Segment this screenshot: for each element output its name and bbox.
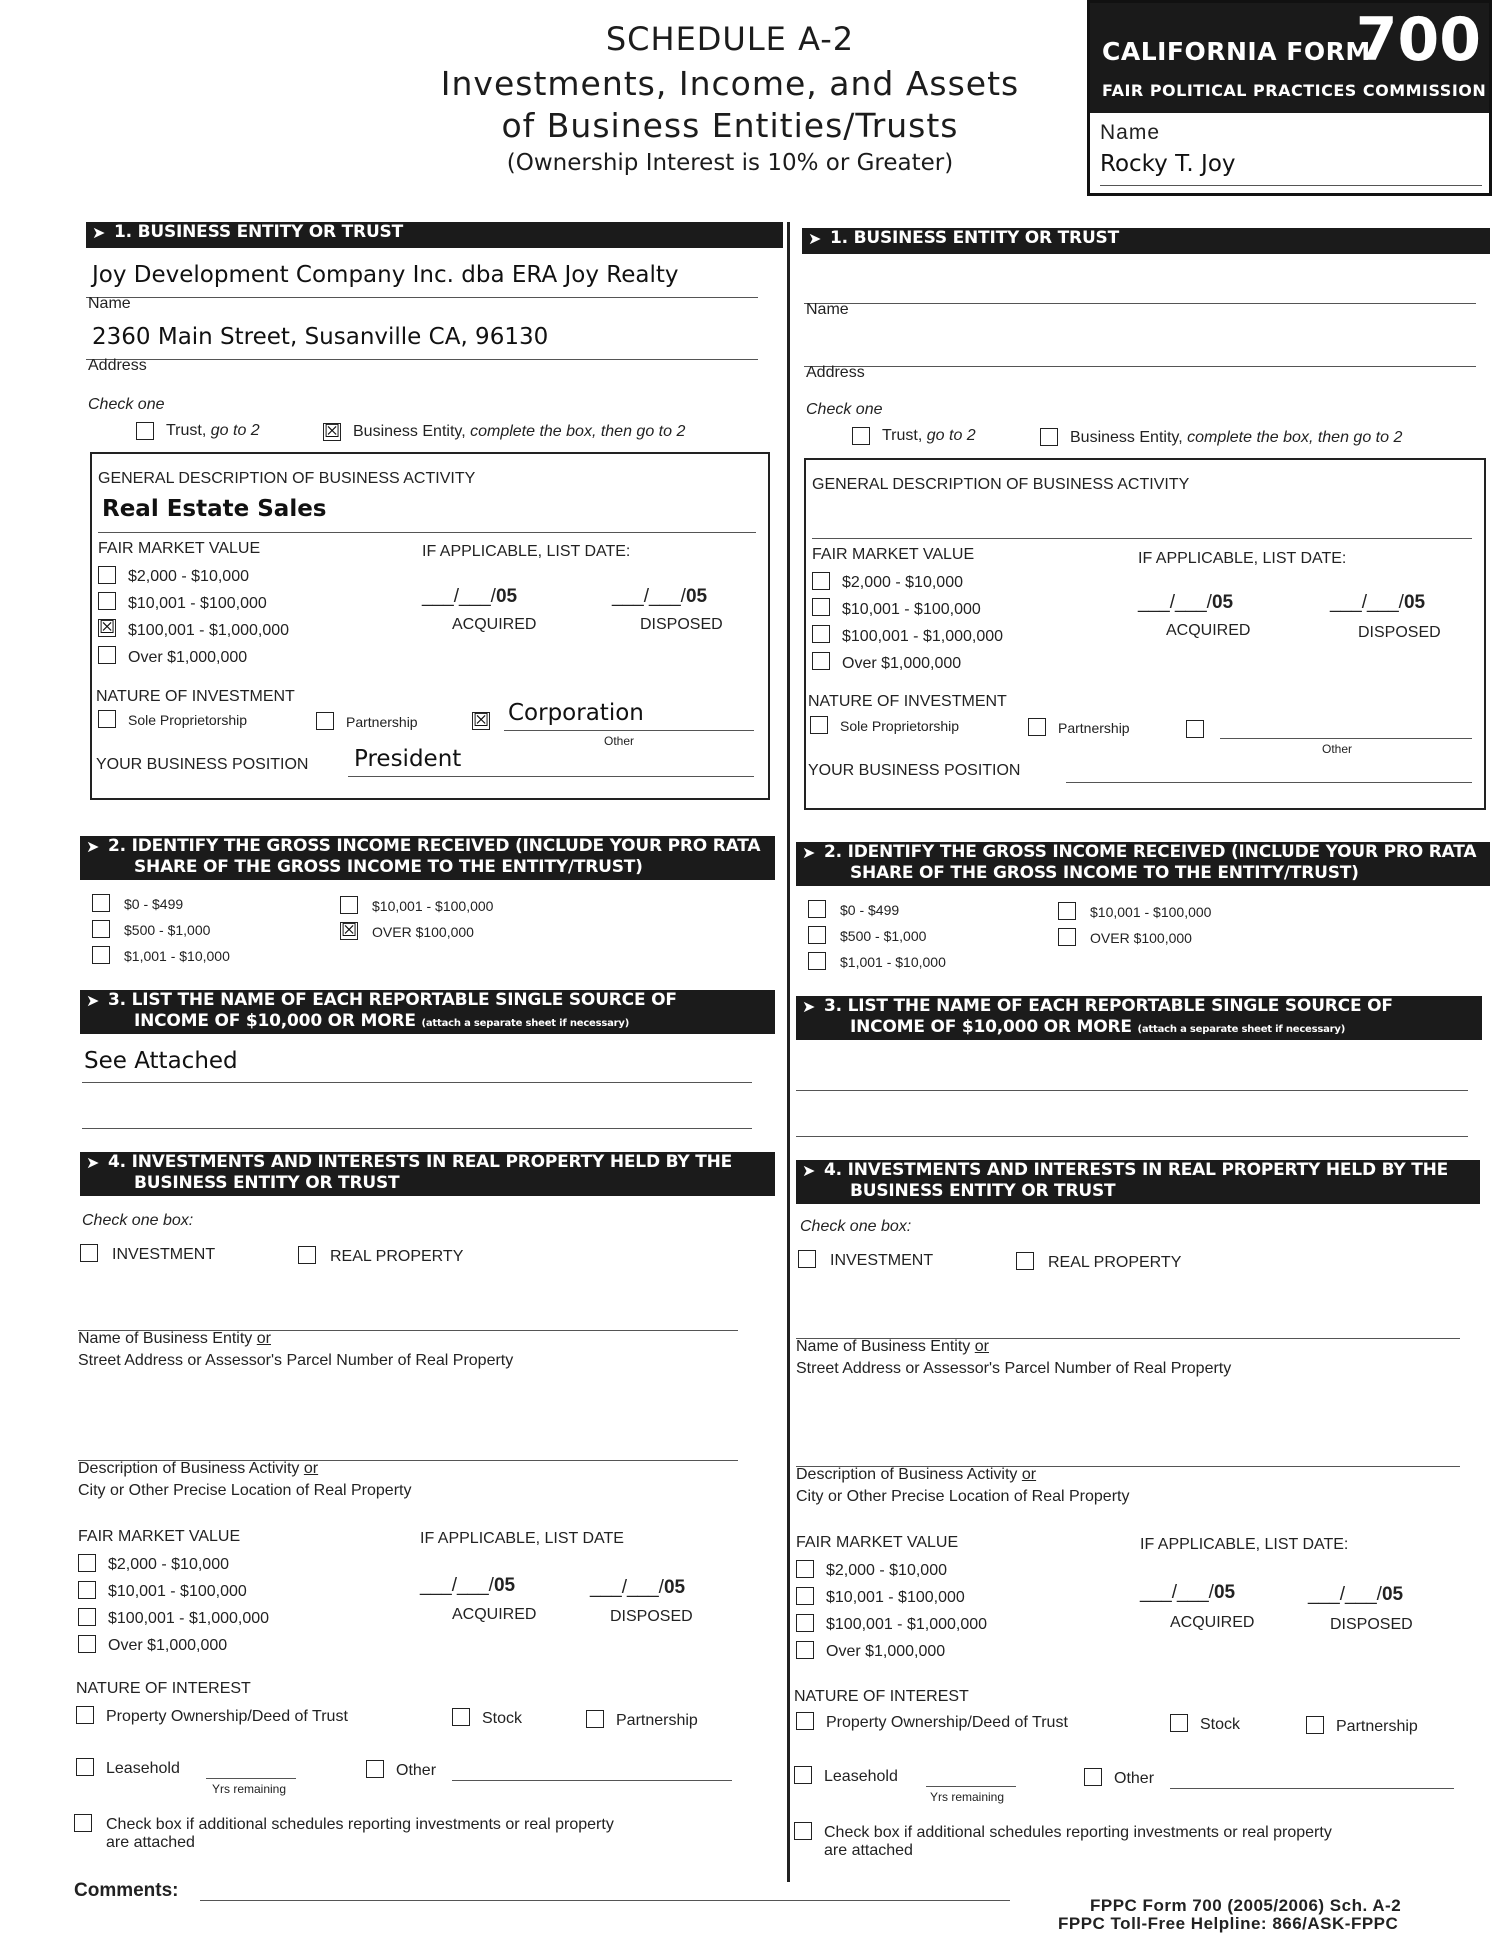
right-street-label: Street Address or Assessor's Parcel Number of Real Property (796, 1360, 1232, 1377)
right-trust-checkbox[interactable] (852, 427, 870, 445)
left-fmv3-label: $100,001 - $1,000,000 (128, 622, 290, 639)
left-fmv4-checkbox[interactable] (98, 646, 116, 664)
left-s4-disposed-date[interactable]: ___/___/05 (590, 1577, 686, 1598)
left-inc4-checkbox[interactable] (340, 896, 358, 914)
left-fmv1-checkbox[interactable] (98, 566, 116, 584)
right-s4-fmv2-label: $10,001 - $100,000 (826, 1589, 965, 1606)
right-fmv2-label: $10,001 - $100,000 (842, 601, 981, 618)
right-s4-fmv1-label: $2,000 - $10,000 (826, 1562, 947, 1579)
right-business-entity-go: complete the box, then go to 2 (1187, 429, 1403, 446)
left-gen-desc-label: GENERAL DESCRIPTION OF BUSINESS ACTIVITY (98, 470, 476, 487)
left-trust-checkbox[interactable] (136, 422, 154, 440)
left-inc5-label: OVER $100,000 (372, 924, 474, 940)
left-s4-acquired-date[interactable]: ___/___/05 (420, 1575, 516, 1596)
left-s4-fmv-label: FAIR MARKET VALUE (78, 1528, 241, 1545)
left-s4-acquired-label: ACQUIRED (452, 1606, 537, 1623)
right-inc3-label: $1,001 - $10,000 (840, 954, 946, 970)
left-stock-label: Stock (482, 1710, 523, 1727)
right-other-interest-checkbox[interactable] (1084, 1768, 1102, 1786)
right-s4-acquired-label: ACQUIRED (1170, 1614, 1255, 1631)
right-fmv1-checkbox[interactable] (812, 572, 830, 590)
right-position-label: YOUR BUSINESS POSITION (808, 762, 1021, 779)
right-check-one-label: Check one (806, 401, 883, 418)
right-fmv1-label: $2,000 - $10,000 (842, 574, 963, 591)
right-check-one-box: Check one box: (800, 1218, 912, 1235)
right-additional-checkbox[interactable] (794, 1822, 812, 1840)
right-s4-acquired-date[interactable]: ___/___/05 (1140, 1582, 1236, 1603)
right-name-label: Name (806, 301, 849, 318)
right-investment-checkbox[interactable] (798, 1250, 816, 1268)
left-fmv3-checkbox[interactable]: ☒ (99, 617, 116, 637)
right-s4-disposed-date[interactable]: ___/___/05 (1308, 1584, 1404, 1605)
left-s4-fmv4-label: Over $1,000,000 (108, 1637, 228, 1654)
left-s4-fmv3-label: $100,001 - $1,000,000 (108, 1610, 270, 1627)
right-stock-label: Stock (1200, 1716, 1241, 1733)
right-s3-header: ➤ 3. LIST THE NAME OF EACH REPORTABLE SINGLE SOURCE OF INCOME OF $10,000 OR MORE (attach a separate sheet if necessary) (796, 996, 1482, 1040)
left-fmv2-label: $10,001 - $100,000 (128, 595, 267, 612)
right-s1-header: ➤ 1. BUSINESS ENTITY OR TRUST (802, 228, 1490, 254)
right-s4-fmv2-checkbox[interactable] (796, 1587, 814, 1605)
left-sole-prop-checkbox[interactable] (98, 710, 116, 728)
right-investment-label: INVESTMENT (830, 1252, 934, 1269)
left-leasehold-checkbox[interactable] (76, 1758, 94, 1776)
left-position[interactable]: President (354, 746, 462, 772)
right-real-property-label: REAL PROPERTY (1048, 1254, 1182, 1271)
right-yrs-remaining: Yrs remaining (930, 1790, 1005, 1804)
left-position-label: YOUR BUSINESS POSITION (96, 756, 309, 773)
left-business-entity-checkbox[interactable]: ☒ (324, 421, 341, 441)
right-property-ownership-label: Property Ownership/Deed of Trust (826, 1714, 1068, 1731)
left-nature-interest-label: NATURE OF INTEREST (76, 1680, 251, 1697)
left-inc2-label: $500 - $1,000 (124, 922, 211, 938)
left-investment-checkbox[interactable] (80, 1244, 98, 1262)
name-label: Name (1100, 121, 1161, 144)
left-yrs-remaining: Yrs remaining (212, 1782, 287, 1796)
left-inc2-checkbox[interactable] (92, 920, 110, 938)
right-property-ownership-checkbox[interactable] (796, 1712, 814, 1730)
right-real-property-checkbox[interactable] (1016, 1252, 1034, 1270)
right-gen-desc-label: GENERAL DESCRIPTION OF BUSINESS ACTIVITY (812, 476, 1190, 493)
left-additional-label-2: are attached (106, 1834, 195, 1851)
right-additional-label: Check box if additional schedules reporting investments or real property (824, 1824, 1332, 1841)
right-leasehold-checkbox[interactable] (794, 1766, 812, 1784)
form-number: 700 (1355, 5, 1481, 75)
right-fmv4-checkbox[interactable] (812, 652, 830, 670)
left-other-interest-label: Other (396, 1762, 437, 1779)
right-acquired-label: ACQUIRED (1166, 622, 1251, 639)
left-disposed-date[interactable]: ___/___/05 (612, 586, 708, 607)
right-s4-disposed-label: DISPOSED (1330, 1616, 1413, 1633)
left-inc3-label: $1,001 - $10,000 (124, 948, 230, 964)
left-partnership-interest-label: Partnership (616, 1712, 698, 1729)
left-desc-activity-label: Description of Business Activity or (78, 1460, 319, 1477)
left-check-one-box: Check one box: (82, 1212, 194, 1229)
left-acquired-label: ACQUIRED (452, 616, 537, 633)
left-other-interest-checkbox[interactable] (366, 1760, 384, 1778)
right-inc4-label: $10,001 - $100,000 (1090, 904, 1212, 920)
left-address-label: Address (88, 357, 147, 374)
left-fmv2-checkbox[interactable] (98, 592, 116, 610)
right-fmv3-checkbox[interactable] (812, 625, 830, 643)
right-if-applicable-label: IF APPLICABLE, LIST DATE: (1138, 550, 1347, 567)
left-disposed-label: DISPOSED (640, 616, 723, 633)
right-s2-header: ➤ 2. IDENTIFY THE GROSS INCOME RECEIVED (INCLUDE YOUR PRO RATA SHARE OF THE GROSS INCOME TO THE ENTITY/TRUST) (796, 842, 1490, 886)
title-line-1: Investments, Income, and Assets (440, 64, 1020, 103)
left-trust-label: Trust, (166, 422, 207, 439)
comments-label: Comments: (74, 1880, 179, 1901)
left-partnership-checkbox[interactable] (316, 712, 334, 730)
left-fmv-label: FAIR MARKET VALUE (98, 540, 261, 557)
right-nature-interest-label: NATURE OF INTEREST (794, 1688, 969, 1705)
left-s4-fmv3-checkbox[interactable] (78, 1608, 96, 1626)
right-inc5-checkbox[interactable] (1058, 928, 1076, 946)
right-inc1-label: $0 - $499 (840, 902, 900, 918)
left-partnership-label: Partnership (346, 714, 418, 730)
left-if-applicable-label: IF APPLICABLE, LIST DATE: (422, 543, 631, 560)
right-business-entity-label: Business Entity, (1070, 429, 1183, 446)
right-partnership-checkbox[interactable] (1028, 718, 1046, 736)
right-other-label: Other (1322, 742, 1353, 756)
schedule-title: SCHEDULE A-2 (605, 20, 855, 58)
right-partnership-label: Partnership (1058, 720, 1130, 736)
right-s4-fmv3-checkbox[interactable] (796, 1614, 814, 1632)
right-other-interest-label: Other (1114, 1770, 1155, 1787)
left-s2-header: ➤ 2. IDENTIFY THE GROSS INCOME RECEIVED (INCLUDE YOUR PRO RATA SHARE OF THE GROSS INCOME TO THE ENTITY/TRUST) (80, 836, 775, 880)
left-stock-checkbox[interactable] (452, 1708, 470, 1726)
form-band (1090, 3, 1489, 113)
right-disposed-date[interactable]: ___/___/05 (1330, 592, 1426, 613)
right-s4-if-applicable: IF APPLICABLE, LIST DATE: (1140, 1536, 1349, 1553)
right-s4-header: ➤ 4. INVESTMENTS AND INTERESTS IN REAL PROPERTY HELD BY THE BUSINESS ENTITY OR TRUST (796, 1160, 1480, 1204)
right-inc3-checkbox[interactable] (808, 952, 826, 970)
left-inc3-checkbox[interactable] (92, 946, 110, 964)
right-partnership-interest-label: Partnership (1336, 1718, 1418, 1735)
right-fmv4-label: Over $1,000,000 (842, 655, 962, 672)
right-s4-fmv-label: FAIR MARKET VALUE (796, 1534, 959, 1551)
left-fmv1-label: $2,000 - $10,000 (128, 568, 249, 585)
left-inc1-checkbox[interactable] (92, 894, 110, 912)
right-inc1-checkbox[interactable] (808, 900, 826, 918)
right-acquired-date[interactable]: ___/___/05 (1138, 592, 1234, 613)
left-additional-label: Check box if additional schedules reporting investments or real property (106, 1816, 614, 1833)
left-nature-label: NATURE OF INVESTMENT (96, 688, 295, 705)
right-leasehold-label: Leasehold (824, 1768, 898, 1785)
left-check-one-label: Check one (88, 396, 165, 413)
left-property-ownership-checkbox[interactable] (76, 1706, 94, 1724)
left-activity[interactable]: Real Estate Sales (102, 496, 327, 522)
left-investment-label: INVESTMENT (112, 1246, 216, 1263)
left-street-label: Street Address or Assessor's Parcel Number of Real Property (78, 1352, 514, 1369)
left-other-label: Other (604, 734, 635, 748)
right-stock-checkbox[interactable] (1170, 1714, 1188, 1732)
left-acquired-date[interactable]: ___/___/05 (422, 586, 518, 607)
left-s4-fmv1-checkbox[interactable] (78, 1554, 96, 1572)
subtitle: (Ownership Interest is 10% or Greater) (506, 150, 954, 176)
left-leasehold-label: Leasehold (106, 1760, 180, 1777)
right-sole-prop-label: Sole Proprietorship (840, 718, 960, 734)
commission-name: FAIR POLITICAL PRACTICES COMMISSION (1102, 81, 1487, 100)
right-city-label: City or Other Precise Location of Real Property (796, 1488, 1130, 1505)
left-inc1-label: $0 - $499 (124, 896, 184, 912)
right-s4-fmv4-label: Over $1,000,000 (826, 1643, 946, 1660)
helpline: FPPC Toll-Free Helpline: 866/ASK-FPPC (1058, 1914, 1399, 1933)
right-desc-activity-label: Description of Business Activity or (796, 1466, 1037, 1483)
left-s1-header: ➤ 1. BUSINESS ENTITY OR TRUST (86, 222, 783, 248)
right-sole-prop-checkbox[interactable] (810, 716, 828, 734)
right-inc2-label: $500 - $1,000 (840, 928, 927, 944)
left-business-entity-label: Business Entity, (353, 423, 466, 440)
left-income-source[interactable]: See Attached (84, 1048, 238, 1074)
right-partnership-interest-checkbox[interactable] (1306, 1716, 1324, 1734)
right-fmv3-label: $100,001 - $1,000,000 (842, 628, 1004, 645)
left-s4-if-applicable: IF APPLICABLE, LIST DATE (420, 1530, 624, 1547)
form-id: FPPC Form 700 (2005/2006) Sch. A-2 (1090, 1896, 1402, 1915)
column-divider (787, 222, 790, 1882)
left-entity-name[interactable]: Joy Development Company Inc. dba ERA Joy Realty (92, 262, 679, 288)
left-s4-fmv1-label: $2,000 - $10,000 (108, 1556, 229, 1573)
filer-name[interactable]: Rocky T. Joy (1100, 151, 1236, 177)
left-s4-fmv2-label: $10,001 - $100,000 (108, 1583, 247, 1600)
right-address-label: Address (806, 364, 865, 381)
right-disposed-label: DISPOSED (1358, 624, 1441, 641)
title-line-2: of Business Entities/Trusts (501, 106, 959, 145)
right-nature-label: NATURE OF INVESTMENT (808, 693, 1007, 710)
left-business-entity-go: complete the box, then go to 2 (470, 423, 686, 440)
right-name-entity-label: Name of Business Entity or (796, 1338, 989, 1355)
right-trust-go: go to 2 (926, 427, 976, 444)
left-real-property-checkbox[interactable] (298, 1246, 316, 1264)
left-inc4-label: $10,001 - $100,000 (372, 898, 494, 914)
left-other-nature[interactable]: Corporation (508, 700, 644, 726)
left-city-label: City or Other Precise Location of Real Property (78, 1482, 412, 1499)
right-s4-fmv3-label: $100,001 - $1,000,000 (826, 1616, 988, 1633)
right-s4-fmv4-checkbox[interactable] (796, 1641, 814, 1659)
right-business-entity-checkbox[interactable] (1040, 428, 1058, 446)
comments-line[interactable] (200, 1900, 1010, 1901)
left-s4-header: ➤ 4. INVESTMENTS AND INTERESTS IN REAL PROPERTY HELD BY THE BUSINESS ENTITY OR TRUST (80, 1152, 775, 1196)
left-address[interactable]: 2360 Main Street, Susanville CA, 96130 (92, 324, 549, 350)
left-s4-fmv2-checkbox[interactable] (78, 1581, 96, 1599)
left-inc5-checkbox[interactable]: ☒ (341, 920, 358, 940)
left-s4-fmv4-checkbox[interactable] (78, 1635, 96, 1653)
left-fmv4-label: Over $1,000,000 (128, 649, 248, 666)
left-name-entity-label: Name of Business Entity or (78, 1330, 271, 1347)
left-name-label: Name (88, 295, 131, 312)
left-other-nature-checkbox[interactable]: ☒ (473, 710, 490, 730)
right-other-nature-checkbox[interactable] (1186, 720, 1204, 738)
right-inc2-checkbox[interactable] (808, 926, 826, 944)
left-s3-header: ➤ 3. LIST THE NAME OF EACH REPORTABLE SINGLE SOURCE OF INCOME OF $10,000 OR MORE (attach a separate sheet if necessary) (80, 990, 775, 1034)
right-s4-fmv1-checkbox[interactable] (796, 1560, 814, 1578)
left-property-ownership-label: Property Ownership/Deed of Trust (106, 1708, 348, 1725)
right-fmv2-checkbox[interactable] (812, 598, 830, 616)
left-sole-prop-label: Sole Proprietorship (128, 712, 248, 728)
left-trust-go: go to 2 (210, 422, 260, 439)
left-additional-checkbox[interactable] (74, 1814, 92, 1832)
right-additional-label-2: are attached (824, 1842, 913, 1859)
left-real-property-label: REAL PROPERTY (330, 1248, 464, 1265)
form-label: CALIFORNIA FORM (1102, 37, 1371, 66)
form-id-box (1087, 0, 1492, 196)
right-trust-label: Trust, (882, 427, 923, 444)
left-s4-disposed-label: DISPOSED (610, 1608, 693, 1625)
right-inc4-checkbox[interactable] (1058, 902, 1076, 920)
right-fmv-label: FAIR MARKET VALUE (812, 546, 975, 563)
right-inc5-label: OVER $100,000 (1090, 930, 1192, 946)
left-partnership-interest-checkbox[interactable] (586, 1710, 604, 1728)
